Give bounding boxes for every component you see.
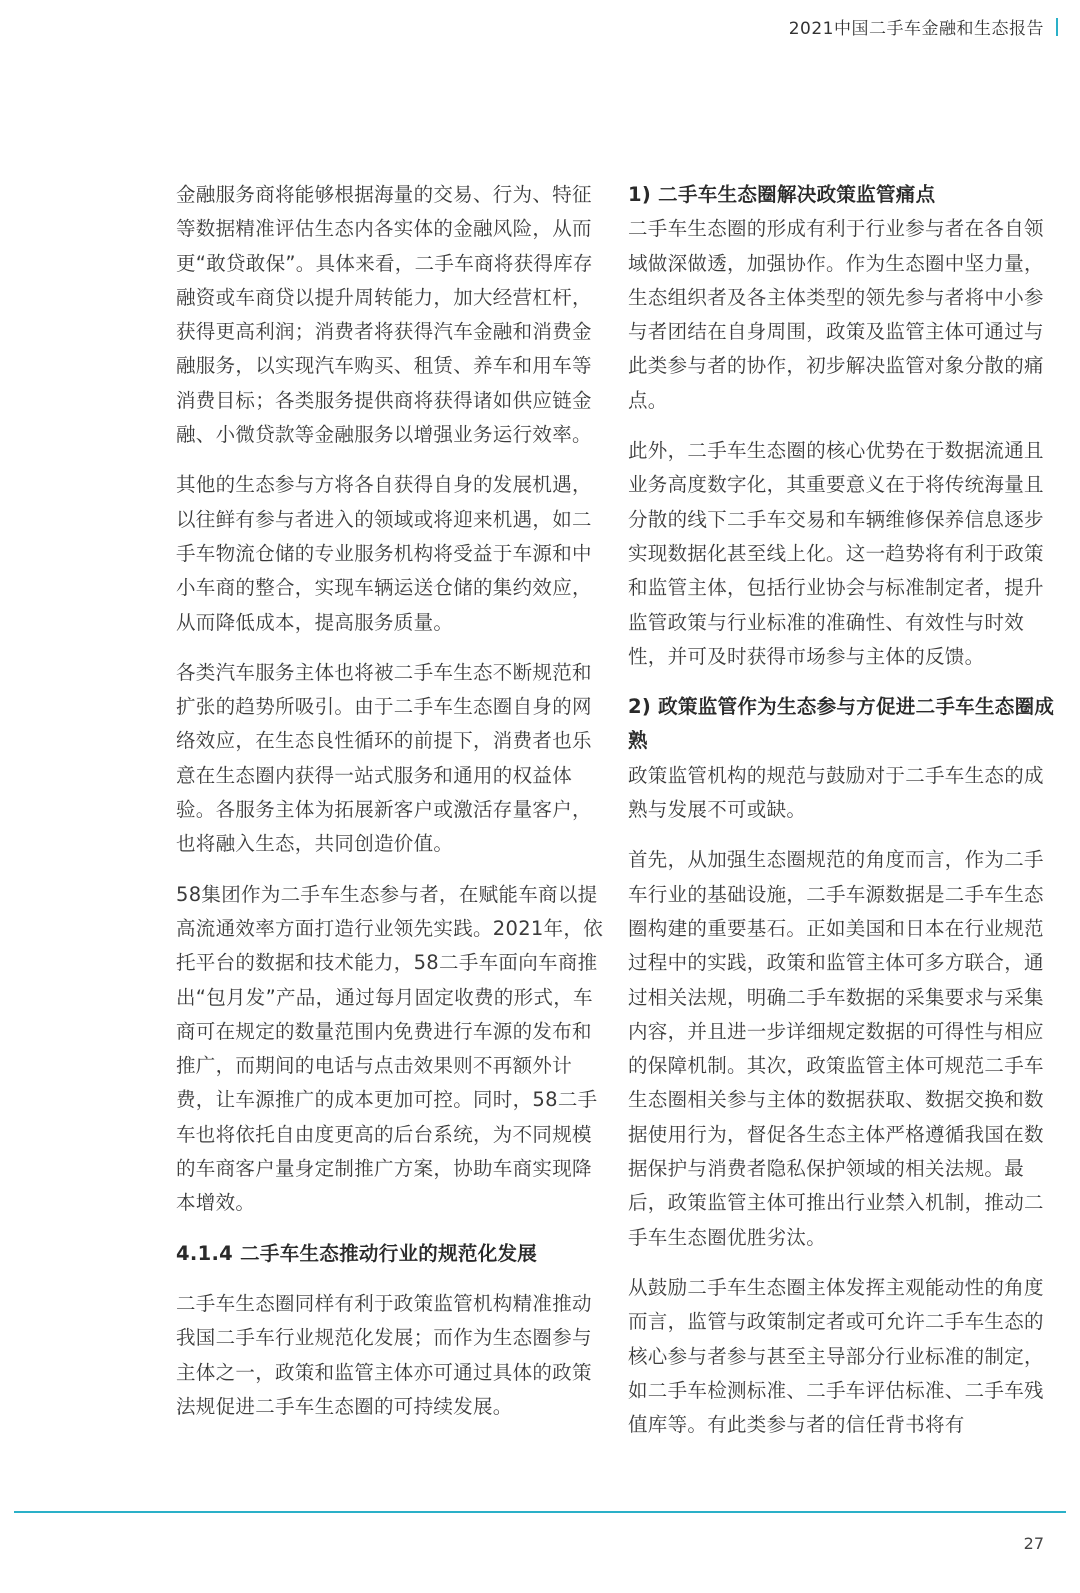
right-column — [628, 178, 1060, 1458]
page-header — [789, 14, 1058, 39]
subheading-2: 2) 政策监管作为生态参与方促进二手车生态圈成熟 — [628, 695, 1055, 753]
footer-divider — [14, 1511, 1066, 1513]
paragraph-auto-services: 各类汽车服务主体也将被二手车生态不断规范和扩张的趋势所吸引。由于二手车生态圈自身的网络效应，在生态良性循环的前提下，消费者也乐意在生态圈内获得一站式服务和通用的权益体验。各服务主体为拓展新客户或激活存量客户，也将融入生态，共同创造价值。 — [176, 660, 592, 856]
paragraph-standards: 首先，从加强生态圈规范的角度而言，作为二手车行业的基础设施，二手车源数据是二手车生态圈构建的重要基石。正如美国和日本在行业规范过程中的实践，政策和监管主体可多方联合，通过相关法规，明确二手车数据的采集要求与采集内容，并且进一步详细规定数据的可得性与相应的保障机制。其次，政策监管主体可规范二手车生态圈相关参与主体的数据获取、数据交换和数据使用行为，督促各生态主体严格遵循我国在数据保护与消费者隐私保护领域的相关法规。最后，政策监管主体可推出行业禁入机制，推动二手车生态圈优胜劣汰。 — [628, 848, 1044, 1249]
paragraph-section-intro: 二手车生态圈同样有利于政策监管机构精准推动我国二手车行业规范化发展；而作为生态圈参与主体之一，政策和监管主体亦可通过具体的政策法规促进二手车生态圈的可持续发展。 — [176, 1291, 592, 1418]
paragraph-regulation-importance: 政策监管机构的规范与鼓励对于二手车生态的成熟与发展不可或缺。 — [628, 763, 1044, 822]
report-title: 2021中国二手车金融和生态报告 — [788, 19, 1044, 39]
paragraph-58-group: 58集团作为二手车生态参与者，在赋能车商以提高流通效率方面打造行业领先实践。2021年，依托平台的数据和技术能力，58二手车面向车商推出“包月发”产品，通过每月固定收费的形式，车商可在规定的数量范围内免费进行车源的发布和推广，而期间的电话与点击效果则不再额外计费，让车源推广的成本更加可控。同时，58二手车也将依托自由度更高的后台系统，为不同规模的车商客户量身定制推广方案，协助车商实现降本增效。 — [176, 882, 604, 1215]
section-heading-4-1-4: 4.1.4 二手车生态推动行业的规范化发展 — [176, 1241, 538, 1265]
paragraph-data-advantage: 此外，二手车生态圈的核心优势在于数据流通且业务高度数字化，其重要意义在于将传统海量且分散的线下二手车交易和车辆维修保养信息逐步实现数据化甚至线上化。这一趋势将有利于政策和监管主体，包括行业协会与标准制定者，提升监管政策与行业标准的准确性、有效性与时效性，并可及时获得市场参与主体的反馈。 — [628, 439, 1044, 668]
paragraph-other-participants: 其他的生态参与方将各自获得自身的发展机遇，以往鲜有参与者进入的领域或将迎来机遇，如二手车物流仓储的专业服务机构将受益于车源和中小车商的整合，实现车辆运送仓储的集约效应，从而降低成本，提高服务质量。 — [176, 473, 592, 634]
header-accent-bar — [1056, 18, 1058, 36]
paragraph-regulatory-pain-points: 二手车生态圈的形成有利于行业参与者在各自领域做深做透，加强协作。作为生态圈中坚力量，生态组织者及各主体类型的领先参与者将中小参与者团结在自身周围，政策及监管主体可通过与此类参与者的协作，初步解决监管对象分散的痛点。 — [628, 217, 1044, 412]
paragraph-encouragement: 从鼓励二手车生态圈主体发挥主观能动性的角度而言，监管与政策制定者或可允许二手车生态的核心参与者参与甚至主导部分行业标准的制定，如二手车检测标准、二手车评估标准、二手车残值库等。有此类参与者的信任背书将有 — [628, 1275, 1044, 1437]
paragraph-financial-services: 金融服务商将能够根据海量的交易、行为、特征等数据精准评估生态内各实体的金融风险，从而更“敢贷敢保”。具体来看，二手车商将获得库存融资或车商贷以提升周转能力，加大经营杠杆，获得更高利润；消费者将获得汽车金融和消费金融服务，以实现汽车购买、租赁、养车和用车等消费目标；各类服务提供商将获得诸如供应链金融、小微贷款等金融服务以增强业务运行效率。 — [176, 183, 593, 447]
page-number: 27 — [1023, 1534, 1044, 1553]
subheading-1: 1) 二手车生态圈解决政策监管痛点 — [628, 183, 936, 206]
left-column — [176, 178, 606, 1440]
